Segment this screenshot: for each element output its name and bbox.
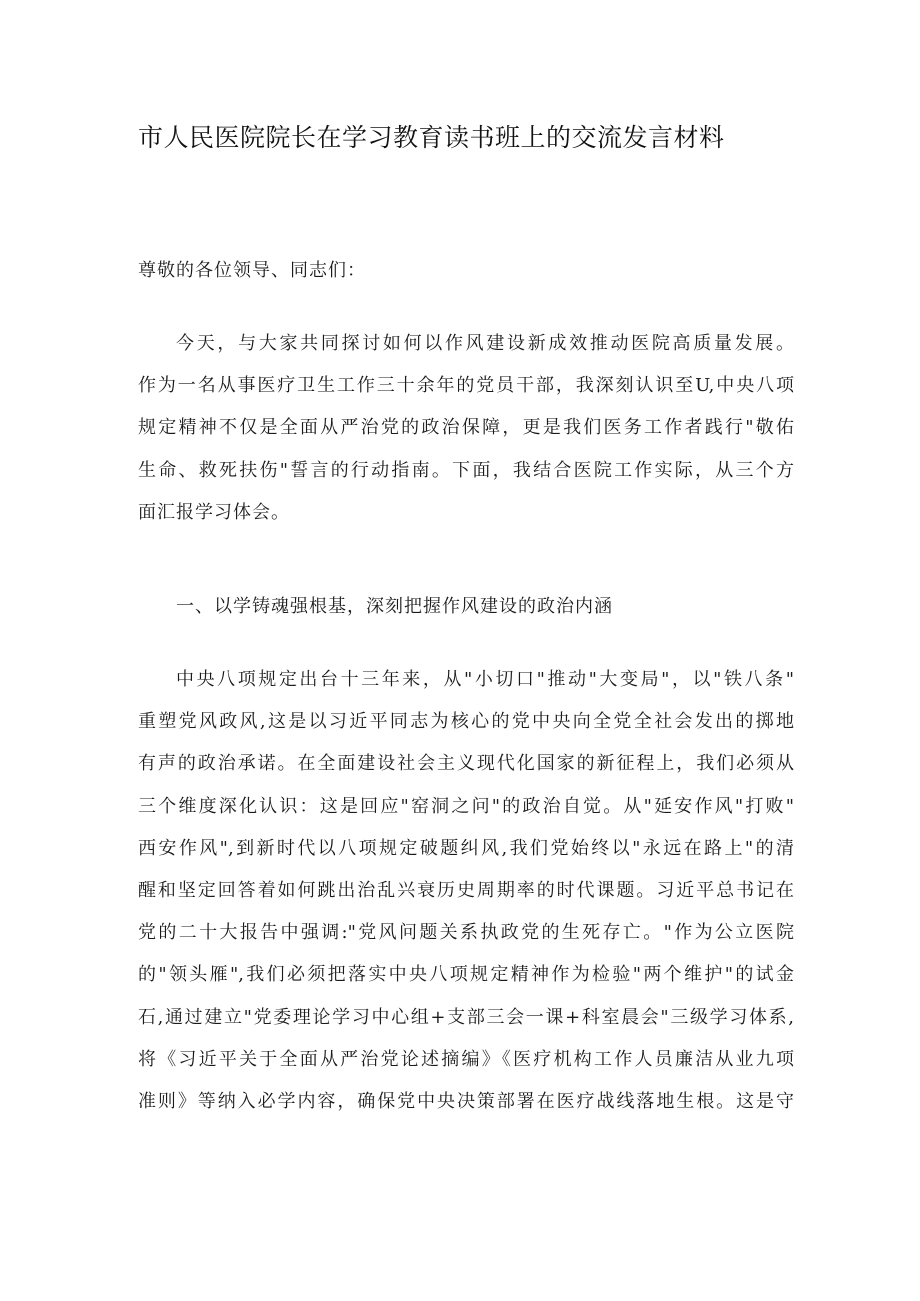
paragraph-line: 西安作风",到新时代以八项规定破题纠风,我们党始终以"永远在路上"的清 (138, 837, 794, 859)
paragraph-line: 作为一名从事医疗卫生工作三十余年的党员干部，我深刻认识至U,中央八项 (138, 375, 794, 397)
paragraph-line: 石,通过建立"党委理论学习中心组+支部三会一课+科室晨会"三级学习体系, (138, 1006, 794, 1028)
paragraph-line: 三个维度深化认识：这是回应"窑洞之问"的政治自觉。从"延安作风"打败" (138, 795, 794, 817)
paragraph-line: 准则》等纳入必学内容，确保党中央决策部署在医疗战线落地生根。这是守 (138, 1090, 794, 1112)
paragraph-line: 的"领头雁",我们必须把落实中央八项规定精神作为检验"两个维护"的试金 (138, 964, 794, 986)
paragraph-line: 规定精神不仅是全面从严治党的政治保障，更是我们医务工作者践行"敬佑 (138, 417, 794, 439)
paragraph-line: 中央八项规定出台十三年来，从"小切口"推动"大变局"，以"铁八条" (176, 669, 794, 690)
paragraph-line: 党的二十大报告中强调:"党风问题关系执政党的生死存亡。"作为公立医院 (138, 922, 794, 944)
paragraph-line: 面汇报学习体会。 (138, 501, 290, 523)
paragraph-line: 生命、救死扶伤"誓言的行动指南。下面，我结合医院工作实际，从三个方 (138, 459, 794, 481)
paragraph-line: 有声的政治承诺。在全面建设社会主义现代化国家的新征程上，我们必须从 (138, 753, 794, 775)
paragraph-1 (138, 323, 794, 534)
section-heading: 一、以学铸魂强根基，深刻把握作风建设的政治内涵 (176, 596, 613, 617)
paragraph-line: 醒和坚定回答着如何跳出治乱兴衰历史周期率的时代课题。习近平总书记在 (138, 879, 794, 901)
paragraph-line: 重塑党风政风,这是以习近平同志为核心的党中央向全党全社会发出的掷地 (138, 711, 794, 733)
paragraph-2 (138, 659, 794, 1123)
paragraph-line: 今天，与大家共同探讨如何以作风建设新成效推动医院高质量发展。 (176, 333, 794, 354)
salutation: 尊敬的各位领导、同志们： (138, 260, 366, 281)
paragraph-line: 将《习近平关于全面从严治党论述摘编》《医疗机构工作人员廉洁从业九项 (138, 1048, 794, 1070)
document-title: 市人民医院院长在学习教育读书班上的交流发言材料 (138, 123, 725, 152)
